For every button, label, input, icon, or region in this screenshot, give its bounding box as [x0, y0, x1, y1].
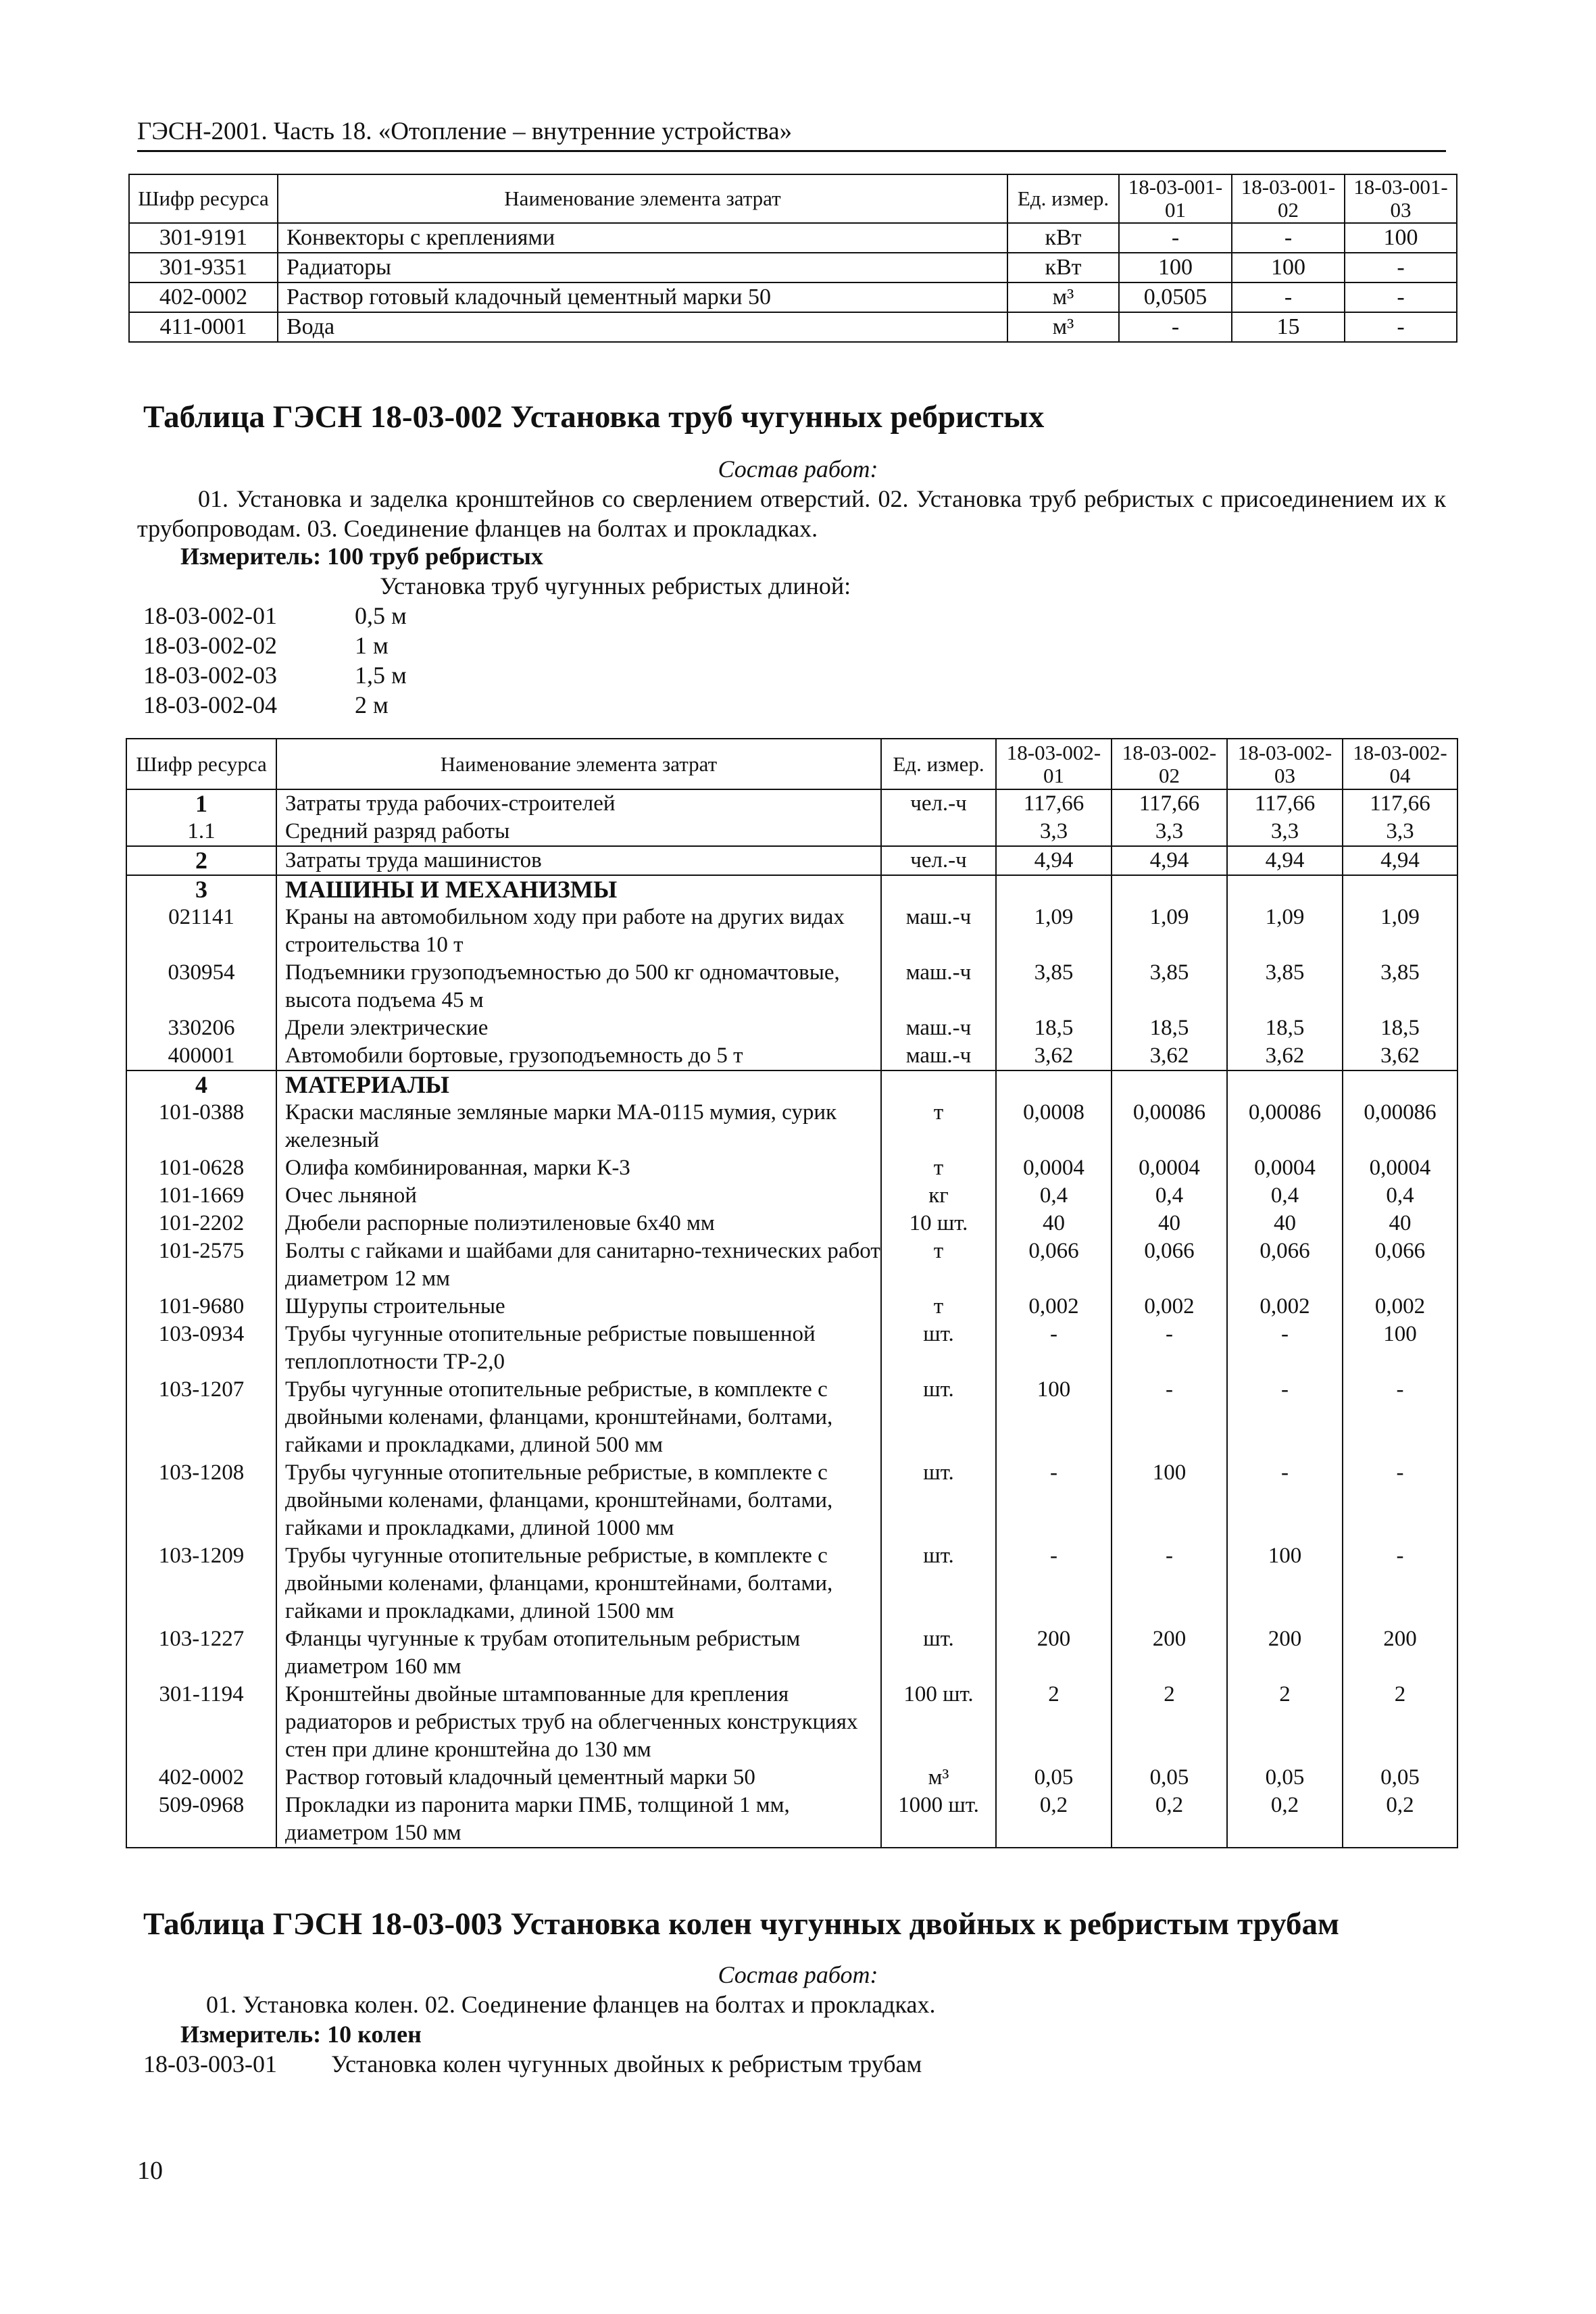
table-row: [126, 1210, 1457, 1237]
table-row: [126, 1154, 1457, 1182]
cell-v3: -: [1345, 282, 1457, 312]
cell-v2: 0,4: [1112, 1182, 1227, 1210]
col-v1: 18-03-001-01: [1119, 174, 1232, 223]
cell-unit: кВт: [1007, 223, 1119, 253]
table-row: [126, 1764, 1457, 1792]
cell-name: Конвекторы с креплениями: [278, 223, 1007, 253]
variant-value: 1,5 м: [355, 662, 407, 689]
cell-v3: 200: [1227, 1625, 1343, 1681]
cell-v1: 0,0008: [996, 1099, 1112, 1154]
cell-v3: 0,05: [1227, 1764, 1343, 1792]
cell-name: МАШИНЫ И МЕХАНИЗМЫ: [276, 875, 881, 904]
cell-v1: 0,05: [996, 1764, 1112, 1792]
cell-v1: 0,002: [996, 1293, 1112, 1321]
cell-v1: [996, 1070, 1112, 1099]
cell-v3: 0,00086: [1227, 1099, 1343, 1154]
cell-v3: -: [1227, 1459, 1343, 1542]
cell-unit: кВт: [1007, 253, 1119, 282]
cell-v1: 3,85: [996, 959, 1112, 1014]
cell-code: 1: [126, 789, 276, 818]
cell-v1: [996, 875, 1112, 904]
table-row: [126, 1099, 1457, 1154]
col-v2: 18-03-001-02: [1232, 174, 1345, 223]
cell-unit: маш.-ч: [881, 904, 996, 959]
cell-v3: [1227, 875, 1343, 904]
cell-code: 3: [126, 875, 276, 904]
cell-v1: 100: [996, 1376, 1112, 1459]
cell-unit: кг: [881, 1182, 996, 1210]
cell-code: 2: [126, 846, 276, 875]
page-number: 10: [137, 2157, 163, 2185]
cell-v1: 0,4: [996, 1182, 1112, 1210]
cell-v3: 100: [1227, 1542, 1343, 1625]
col-v2: 18-03-002-02: [1112, 739, 1227, 789]
cell-unit: [881, 818, 996, 846]
cell-v1: 3,3: [996, 818, 1112, 846]
cell-name: Кронштейны двойные штампованные для крепления радиаторов и ребристых труб на облегченных конструкциях стен при длине кронштейна до 130 мм: [276, 1681, 881, 1764]
composition-label: Состав работ:: [718, 456, 878, 483]
row-group: [126, 846, 1457, 875]
cell-v1: 100: [1119, 253, 1232, 282]
variant-code-2: 18-03-003-01: [143, 2050, 277, 2077]
cell-v1: 200: [996, 1625, 1112, 1681]
cell-name: Прокладки из паронита марки ПМБ, толщиной 1 мм, диаметром 150 мм: [276, 1792, 881, 1848]
variant-code: 18-03-002-01: [143, 602, 277, 629]
table-row: [126, 959, 1457, 1014]
cell-unit: т: [881, 1099, 996, 1154]
cell-v2: 100: [1232, 253, 1345, 282]
table-row: [126, 904, 1457, 959]
cell-v3: 0,2: [1227, 1792, 1343, 1848]
cell-unit: шт.: [881, 1376, 996, 1459]
cell-name: Трубы чугунные отопительные ребристые, в комплекте с двойными коленами, фланцами, кронштейнами, болтами, гайками и прокладками, длиной 1500 мм: [276, 1542, 881, 1625]
table-row: [126, 1293, 1457, 1321]
cell-v4: 0,0004: [1343, 1154, 1457, 1182]
cell-v3: 100: [1345, 223, 1457, 253]
cell-v4: 100: [1343, 1321, 1457, 1376]
cell-v2: 0,0004: [1112, 1154, 1227, 1182]
cell-unit: т: [881, 1293, 996, 1321]
cell-unit: [881, 1070, 996, 1099]
cell-name: Шурупы строительные: [276, 1293, 881, 1321]
cell-v4: 2: [1343, 1681, 1457, 1764]
cell-v1: 2: [996, 1681, 1112, 1764]
cell-code: 021141: [126, 904, 276, 959]
cell-unit: чел.-ч: [881, 846, 996, 875]
cell-v3: 3,85: [1227, 959, 1343, 1014]
cell-name: Средний разряд работы: [276, 818, 881, 846]
cell-name: Краны на автомобильном ходу при работе на других видах строительства 10 т: [276, 904, 881, 959]
row-group: [126, 789, 1457, 846]
cell-v2: [1112, 1070, 1227, 1099]
cell-unit: маш.-ч: [881, 1014, 996, 1042]
cell-v4: 0,2: [1343, 1792, 1457, 1848]
cell-v2: 18,5: [1112, 1014, 1227, 1042]
cell-v4: -: [1343, 1542, 1457, 1625]
table-row: [129, 223, 1457, 253]
cell-v2: 3,3: [1112, 818, 1227, 846]
cell-name: Подъемники грузоподъемностью до 500 кг одномачтовые, высота подъема 45 м: [276, 959, 881, 1014]
variant-text-2: Установка колен чугунных двойных к ребристым трубам: [331, 2050, 922, 2077]
cell-v1: 117,66: [996, 789, 1112, 818]
cell-unit: шт.: [881, 1321, 996, 1376]
cell-code: 330206: [126, 1014, 276, 1042]
cell-v4: [1343, 875, 1457, 904]
composition-text-2: 01. Установка колен. 02. Соединение фланцев на болтах и прокладках.: [206, 1991, 936, 2018]
cell-v2: 0,002: [1112, 1293, 1227, 1321]
cell-name: Краски масляные земляные марки МА-0115 мумия, сурик железный: [276, 1099, 881, 1154]
cell-name: Радиаторы: [278, 253, 1007, 282]
cell-unit: маш.-ч: [881, 1042, 996, 1070]
cell-code: 101-0628: [126, 1154, 276, 1182]
cell-name: Затраты труда рабочих-строителей: [276, 789, 881, 818]
table-row: [129, 253, 1457, 282]
cell-name: Болты с гайками и шайбами для санитарно-технических работ диаметром 12 мм: [276, 1237, 881, 1293]
table-row: [126, 789, 1457, 818]
cell-name: МАТЕРИАЛЫ: [276, 1070, 881, 1099]
cell-v3: 40: [1227, 1210, 1343, 1237]
variant-value: 0,5 м: [355, 602, 407, 629]
cell-v4: [1343, 1070, 1457, 1099]
cell-name: Раствор готовый кладочный цементный марки 50: [278, 282, 1007, 312]
cell-code: 101-0388: [126, 1099, 276, 1154]
table-row: [129, 312, 1457, 342]
cell-name: Автомобили бортовые, грузоподъемность до 5 т: [276, 1042, 881, 1070]
cell-v1: -: [996, 1459, 1112, 1542]
cell-code: 103-1227: [126, 1625, 276, 1681]
cell-v2: -: [1112, 1321, 1227, 1376]
cell-v1: -: [1119, 223, 1232, 253]
composition-label-2: Состав работ:: [718, 1961, 878, 1988]
cell-name: Очес льняной: [276, 1182, 881, 1210]
cell-v4: 3,85: [1343, 959, 1457, 1014]
cell-unit: чел.-ч: [881, 789, 996, 818]
cell-v3: 1,09: [1227, 904, 1343, 959]
cell-unit: 1000 шт.: [881, 1792, 996, 1848]
col-unit: Ед. измер.: [881, 739, 996, 789]
table-row: [129, 282, 1457, 312]
cell-v1: -: [996, 1542, 1112, 1625]
table-18-03-002-title: Таблица ГЭСН 18-03-002 Установка труб чугунных ребристых: [143, 399, 1045, 435]
cell-unit: шт.: [881, 1542, 996, 1625]
table-row: [126, 1182, 1457, 1210]
cell-code: 101-2202: [126, 1210, 276, 1237]
table-row: [126, 1459, 1457, 1542]
cell-code: 1.1: [126, 818, 276, 846]
cell-v4: -: [1343, 1376, 1457, 1459]
cell-v2: 0,066: [1112, 1237, 1227, 1293]
cell-code: 301-9351: [129, 253, 278, 282]
table-row: [126, 818, 1457, 846]
col-v3: 18-03-002-03: [1227, 739, 1343, 789]
cell-v3: 4,94: [1227, 846, 1343, 875]
composition-text: 01. Установка и заделка кронштейнов со сверлением отверстий. 02. Установка труб ребристых с присоединением их к трубопроводам. 03. Соединение фланцев на болтах и прокладках.: [137, 485, 1446, 542]
cell-code: 301-1194: [126, 1681, 276, 1764]
cell-v2: 0,2: [1112, 1792, 1227, 1848]
cell-code: 103-1209: [126, 1542, 276, 1625]
cell-v1: 1,09: [996, 904, 1112, 959]
cell-v4: -: [1343, 1459, 1457, 1542]
cell-v3: 18,5: [1227, 1014, 1343, 1042]
cell-code: 103-1207: [126, 1376, 276, 1459]
table-row: [126, 1376, 1457, 1459]
cell-v2: 100: [1112, 1459, 1227, 1542]
cell-v2: 3,85: [1112, 959, 1227, 1014]
cell-name: Дрели электрические: [276, 1014, 881, 1042]
cell-v4: 200: [1343, 1625, 1457, 1681]
cell-name: Затраты труда машинистов: [276, 846, 881, 875]
cell-v1: 3,62: [996, 1042, 1112, 1070]
variant-code: 18-03-002-03: [143, 662, 277, 689]
cell-v2: -: [1232, 223, 1345, 253]
cell-v2: 0,05: [1112, 1764, 1227, 1792]
table-18-03-003-title: Таблица ГЭСН 18-03-003 Установка колен чугунных двойных к ребристым трубам: [143, 1906, 1340, 1942]
cell-v2: 40: [1112, 1210, 1227, 1237]
cell-v2: 1,09: [1112, 904, 1227, 959]
cell-v2: 15: [1232, 312, 1345, 342]
cell-v4: 3,62: [1343, 1042, 1457, 1070]
row-group: [126, 875, 1457, 1070]
table-row: [126, 1625, 1457, 1681]
variants-subtitle: Установка труб чугунных ребристых длиной:: [380, 572, 851, 599]
section-row: [126, 875, 1457, 904]
cell-v4: 1,09: [1343, 904, 1457, 959]
table-header-row: [129, 174, 1457, 223]
cell-unit: м³: [1007, 312, 1119, 342]
col-v1: 18-03-002-01: [996, 739, 1112, 789]
cell-v3: 117,66: [1227, 789, 1343, 818]
cell-v4: 0,066: [1343, 1237, 1457, 1293]
cell-code: 402-0002: [129, 282, 278, 312]
cell-code: 400001: [126, 1042, 276, 1070]
variant-code: 18-03-002-04: [143, 691, 277, 718]
cell-v3: 0,066: [1227, 1237, 1343, 1293]
cell-code: 101-9680: [126, 1293, 276, 1321]
table-row: [126, 1321, 1457, 1376]
col-code: Шифр ресурса: [126, 739, 276, 789]
cell-v1: 0,0004: [996, 1154, 1112, 1182]
cell-v1: -: [1119, 312, 1232, 342]
variant-value: 1 м: [355, 632, 389, 659]
cell-v2: -: [1112, 1542, 1227, 1625]
table-header-row: [126, 739, 1457, 789]
cell-v2: [1112, 875, 1227, 904]
cell-unit: 10 шт.: [881, 1210, 996, 1237]
cell-code: 509-0968: [126, 1792, 276, 1848]
col-name: Наименование элемента затрат: [276, 739, 881, 789]
col-code: Шифр ресурса: [129, 174, 278, 223]
cell-v4: 0,05: [1343, 1764, 1457, 1792]
cell-unit: шт.: [881, 1459, 996, 1542]
cell-code: 4: [126, 1070, 276, 1099]
cell-unit: 100 шт.: [881, 1681, 996, 1764]
cell-v3: -: [1345, 253, 1457, 282]
variant-code: 18-03-002-02: [143, 632, 277, 659]
cell-v2: -: [1112, 1376, 1227, 1459]
cell-v1: 18,5: [996, 1014, 1112, 1042]
cell-v1: 0,0505: [1119, 282, 1232, 312]
cell-unit: т: [881, 1237, 996, 1293]
cell-v2: 2: [1112, 1681, 1227, 1764]
table-row: [126, 1042, 1457, 1070]
cell-unit: [881, 875, 996, 904]
table-row: [126, 846, 1457, 875]
col-v4: 18-03-002-04: [1343, 739, 1457, 789]
page-header: ГЭСН-2001. Часть 18. «Отопление – внутренние устройства»: [137, 114, 1446, 152]
table-row: [126, 1014, 1457, 1042]
cell-name: Трубы чугунные отопительные ребристые повышенной теплоплотности ТР-2,0: [276, 1321, 881, 1376]
table-row: [126, 1681, 1457, 1764]
row-group: [126, 1070, 1457, 1848]
cell-code: 103-1208: [126, 1459, 276, 1542]
table-row: [126, 1542, 1457, 1625]
cell-v3: 0,002: [1227, 1293, 1343, 1321]
col-unit: Ед. измер.: [1007, 174, 1119, 223]
cell-v3: 3,3: [1227, 818, 1343, 846]
cell-v4: 4,94: [1343, 846, 1457, 875]
cell-v2: -: [1232, 282, 1345, 312]
cell-code: 301-9191: [129, 223, 278, 253]
cell-v2: 200: [1112, 1625, 1227, 1681]
table-row: [126, 1792, 1457, 1848]
cell-v4: 0,4: [1343, 1182, 1457, 1210]
cell-v3: -: [1345, 312, 1457, 342]
cell-v4: 0,002: [1343, 1293, 1457, 1321]
cell-v2: 3,62: [1112, 1042, 1227, 1070]
cell-code: 411-0001: [129, 312, 278, 342]
table-18-03-002: [126, 738, 1458, 1848]
cell-v2: 0,00086: [1112, 1099, 1227, 1154]
cell-name: Фланцы чугунные к трубам отопительным ребристым диаметром 160 мм: [276, 1625, 881, 1681]
cell-name: Дюбели распорные полиэтиленовые 6х40 мм: [276, 1210, 881, 1237]
cell-name: Вода: [278, 312, 1007, 342]
cell-v1: -: [996, 1321, 1112, 1376]
cell-name: Трубы чугунные отопительные ребристые, в комплекте с двойными коленами, фланцами, кронштейнами, болтами, гайками и прокладками, длиной 500 мм: [276, 1376, 881, 1459]
cell-unit: шт.: [881, 1625, 996, 1681]
cell-v4: 18,5: [1343, 1014, 1457, 1042]
cell-v1: 0,066: [996, 1237, 1112, 1293]
cell-code: 101-1669: [126, 1182, 276, 1210]
variant-value: 2 м: [355, 691, 389, 718]
cell-code: 030954: [126, 959, 276, 1014]
cell-name: Трубы чугунные отопительные ребристые, в комплекте с двойными коленами, фланцами, кронштейнами, болтами, гайками и прокладками, длиной 1000 мм: [276, 1459, 881, 1542]
col-v3: 18-03-001-03: [1345, 174, 1457, 223]
section-row: [126, 1070, 1457, 1099]
cell-v4: 40: [1343, 1210, 1457, 1237]
cell-v3: [1227, 1070, 1343, 1099]
cell-code: 402-0002: [126, 1764, 276, 1792]
cell-unit: м³: [1007, 282, 1119, 312]
cell-code: 101-2575: [126, 1237, 276, 1293]
cell-v3: -: [1227, 1321, 1343, 1376]
cell-v3: 3,62: [1227, 1042, 1343, 1070]
cell-v3: -: [1227, 1376, 1343, 1459]
cell-v4: 3,3: [1343, 818, 1457, 846]
measure-unit-2: Измеритель: 10 колен: [180, 2021, 422, 2048]
cell-v3: 0,0004: [1227, 1154, 1343, 1182]
cell-v2: 117,66: [1112, 789, 1227, 818]
measure-unit: Измеритель: 100 труб ребристых: [180, 543, 543, 570]
cell-v1: 0,2: [996, 1792, 1112, 1848]
table-row: [126, 1237, 1457, 1293]
cell-unit: м³: [881, 1764, 996, 1792]
cell-v4: 0,00086: [1343, 1099, 1457, 1154]
cell-code: 103-0934: [126, 1321, 276, 1376]
cell-v4: 117,66: [1343, 789, 1457, 818]
cell-v3: 0,4: [1227, 1182, 1343, 1210]
cell-v1: 40: [996, 1210, 1112, 1237]
cell-unit: т: [881, 1154, 996, 1182]
cell-name: Раствор готовый кладочный цементный марки 50: [276, 1764, 881, 1792]
table-18-03-001-continued: [128, 174, 1457, 343]
cell-v2: 4,94: [1112, 846, 1227, 875]
cell-name: Олифа комбинированная, марки К-3: [276, 1154, 881, 1182]
cell-v3: 2: [1227, 1681, 1343, 1764]
cell-v1: 4,94: [996, 846, 1112, 875]
col-name: Наименование элемента затрат: [278, 174, 1007, 223]
cell-unit: маш.-ч: [881, 959, 996, 1014]
